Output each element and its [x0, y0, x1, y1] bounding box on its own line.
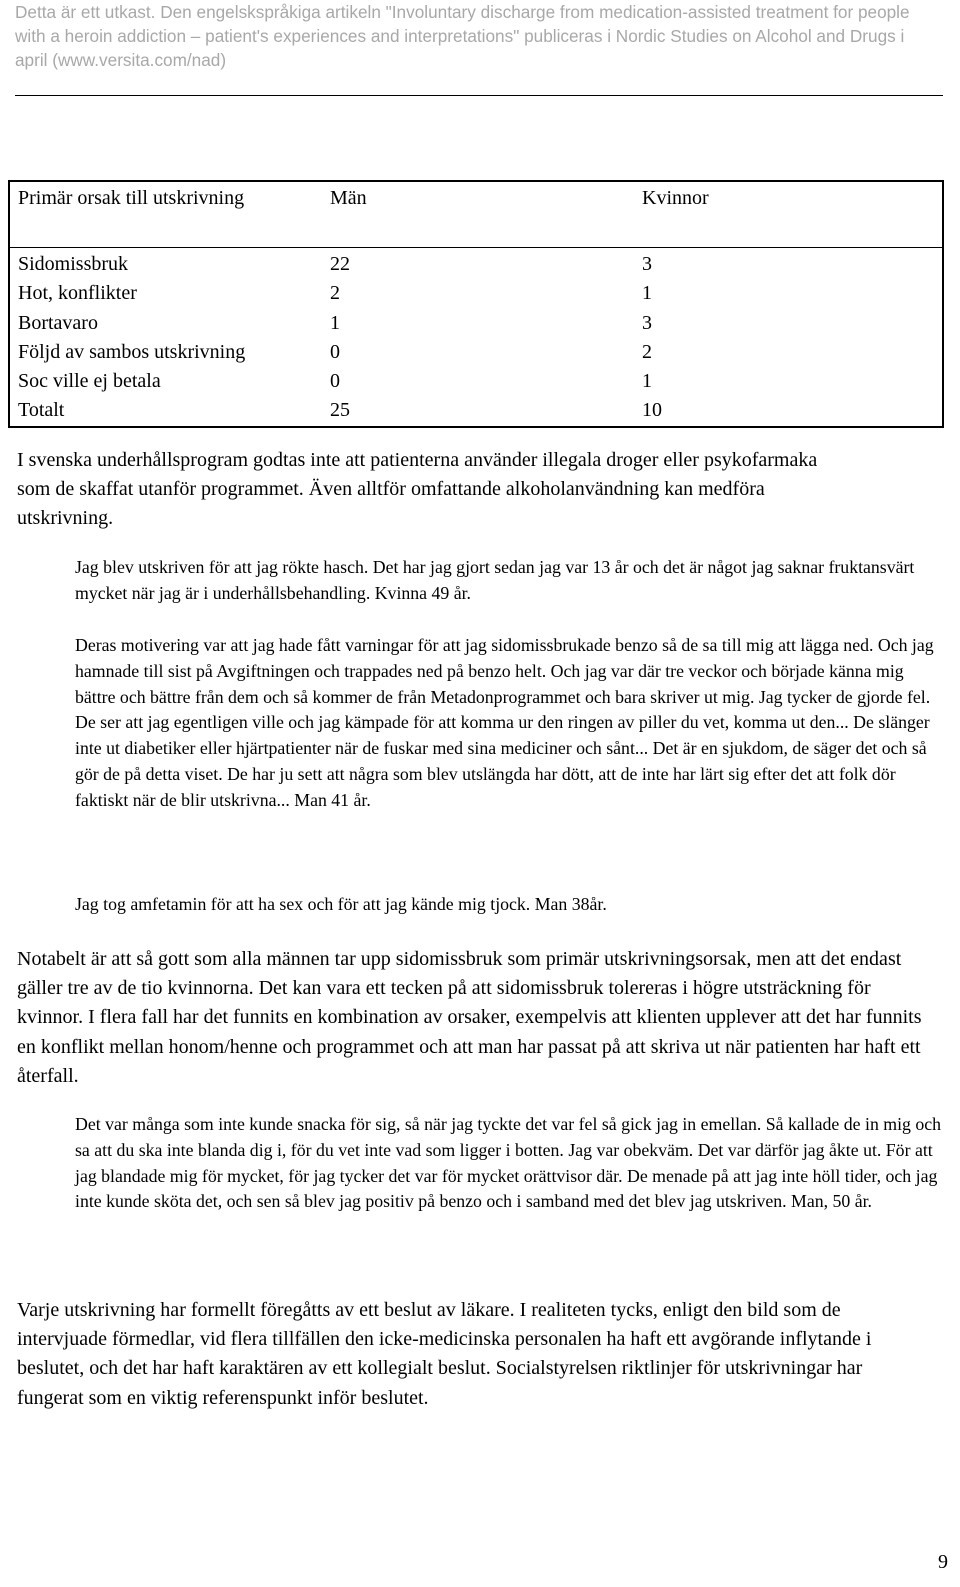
table-cell: 2: [642, 340, 652, 363]
table-header-row: [9, 181, 943, 248]
interview-quote: Deras motivering var att jag hade fått varningar för att jag sidomissbrukade benzo så de sa till mig att lägga ned. Och jag hamnade till sist på Avgiftningen och trappades ned på benzo helt. Och jag var där tre veckor och började känna mig bättre och bättre från dem och så kommer de från Metadonprogrammet och bara skriver ut mig. Jag tycker de gjorde fel. De ser att jag egentligen ville och jag kämpade för att komma ur den ringen av piller du vet, komma ut den... De slänger inte ut diabetiker eller hjärtpatienter när de fuskar med sina mediciner och sånt... Det är en sjukdom, de säger det och så gör de på detta viset. De har ju sett att några som blev utslängda har dött, att de inte har lärt sig efter det att folk dör faktiskt när de blir utskrivna... Man 41 år.: [75, 635, 934, 810]
table-header-cell: Kvinnor: [642, 187, 709, 209]
table-cell: 22: [322, 248, 634, 280]
table-row: [9, 338, 943, 367]
table-cell: 25: [330, 399, 350, 422]
interview-quote: Det var många som inte kunde snacka för sig, så när jag tyckte det var fel så gick jag in emellan. Så kallade de in mig och sa att du ska inte blanda dig i, för du vet inte vad som ligger i botten. Jag var obekväm. Det var därför jag åkte ut. För att jag blandade mig för mycket, för jag tycker det var för mycket orättvisor där. De menade på att jag inte höll tider, och jag inte kunde sköta det, och sen så blev jag positiv på benzo och i samband med det blev jag utskriven. Man, 50 år.: [75, 1114, 942, 1212]
table-cell: 3: [642, 311, 652, 334]
table-cell: Hot, konflikter: [18, 282, 137, 305]
interview-quote: Jag blev utskriven för att jag rökte hasch. Det har jag gjort sedan jag var 13 år och det är något jag saknar fruktansvärt mycket när jag är i underhållsbehandling. Kvinna 49 år.: [75, 557, 915, 603]
table-cell: 2: [330, 282, 340, 305]
discharge-reasons-table: [8, 180, 944, 428]
table-row: [9, 396, 943, 426]
table-header-cell: Män: [330, 187, 367, 209]
table-cell: 1: [642, 282, 652, 305]
table-cell: Följd av sambos utskrivning: [18, 340, 246, 363]
interview-quote: Jag tog amfetamin för att ha sex och för att jag kände mig tjock. Man 38år.: [75, 894, 607, 914]
header-divider: [15, 95, 943, 96]
table-header-cell: Primär orsak till utskrivning: [18, 187, 245, 209]
table-row: [9, 279, 943, 308]
table-row: [9, 248, 943, 280]
table-cell: 0: [330, 340, 340, 363]
table-row: [9, 309, 943, 338]
table-cell: 1: [330, 311, 340, 334]
table-cell: 0: [330, 370, 340, 393]
table-cell: 3: [634, 248, 943, 280]
body-paragraph: I svenska underhållsprogram godtas inte att patienterna använder illegala droger eller psykofarmaka som de skaffat utanför programmet. Även alltför omfattande alkoholanvändning kan medföra utskrivning.: [17, 449, 818, 530]
table-cell: Soc ville ej betala: [18, 370, 161, 393]
body-paragraph: Varje utskrivning har formellt föregåtts av ett beslut av läkare. I realiteten tycks, enligt den bild som de intervjuade förmedlar, vid flera tillfällen den icke-medicinska personalen ha haft ett avgörande inflytande i beslutet, och det har haft karaktären av ett kollegialt beslut. Socialstyrelsen riktlinjer för utskrivningar har fungerat som en viktig referenspunkt inför beslutet.: [17, 1299, 872, 1409]
table-row: [9, 367, 943, 396]
body-paragraph: Notabelt är att så gott som alla männen tar upp sidomissbruk som primär utskrivningsorsak, men att det endast gäller tre av de tio kvinnorna. Det kan vara ett tecken på att sidomissbruk tolereras i högre utsträckning för kvinnor. I flera fall har det funnits en kombination av orsaker, exempelvis att klienten upplever att det har funnits en konflikt mellan honom/henne och programmet och att man har passat på att skriva ut när patienten har haft ett återfall.: [17, 948, 922, 1087]
table-cell: Sidomissbruk: [9, 248, 322, 280]
table-cell: 1: [642, 370, 652, 393]
table-cell: Bortavaro: [18, 311, 98, 334]
draft-notice-header: Detta är ett utkast. Den engelskspråkiga artikeln "Involuntary discharge from medication-assisted treatment for people with a heroin addiction – patient's experiences and interpretations" publiceras i Nordic Studies on Alcohol and Drugs i april (www.versita.com/nad): [15, 2, 910, 70]
table-cell: Totalt: [18, 399, 65, 422]
table-cell: 10: [642, 399, 662, 422]
page-number: 9: [938, 1551, 948, 1573]
